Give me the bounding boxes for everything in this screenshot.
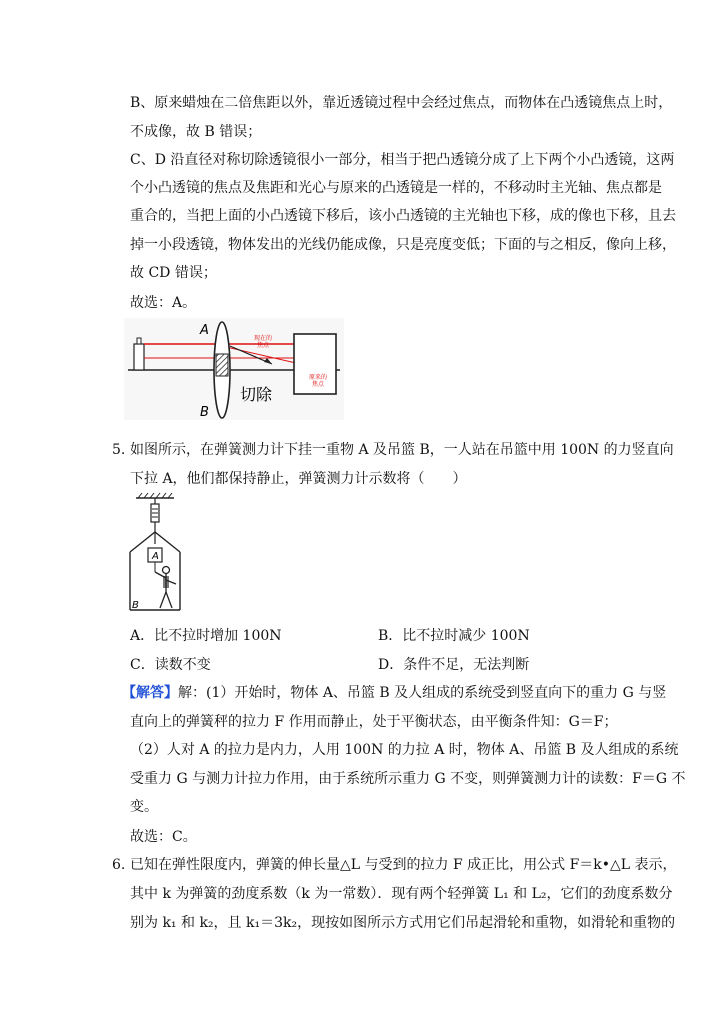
lens-label-current-focus-2: 焦点 [257, 342, 270, 349]
solution-cd-line-5: 故 CD 错误； [130, 265, 217, 281]
solution-b-line-1: B、原来蜡烛在二倍焦距以外，靠近透镜过程中会经过焦点，而物体在凸透镜焦点上时， [130, 95, 673, 111]
q5-solution-line-2: 直向上的弹簧秤的拉力 F 作用而静止，处于平衡状态，由平衡条件知：G＝F； [130, 714, 618, 730]
cut-section [216, 354, 228, 376]
q6-line-2: 其中 k 为弹簧的劲度系数（k 为一常数）．现有两个轻弹簧 L₁ 和 L₂，它们的劲度系数分 [130, 886, 673, 902]
solution-b-line-2: 不成像，故 B 错误； [130, 124, 262, 140]
solution-cd-line-4: 掉一小段透镜，物体发出的光线仍能成像，只是亮度变低；下面的与之相反，像向上移， [130, 237, 676, 253]
solution-answer: 故选：A。 [130, 295, 197, 311]
candle [134, 344, 144, 370]
lens-label-original-focus-1: 原来的 [309, 374, 328, 381]
spring-basket-figure [126, 492, 196, 614]
figure-label-b: B [132, 600, 139, 611]
lens-label-b: B [200, 405, 209, 420]
q6-line-3: 别为 k₁ 和 k₂，且 k₁＝3k₂，现按如图所示方式用它们吊起滑轮和重物，如滑轮和重物的 [130, 915, 676, 931]
q5-solution-line-3: （2）人对 A 的拉力是内力，人用 100N 的力拉 A 时，物体 A、吊篮 B 及人组成的系统 [130, 742, 679, 758]
q5-stem-line-2: 下拉 A，他们都保持静止，弹簧测力计示数将（ ） [130, 471, 467, 487]
q5-option-a: A．比不拉时增加 100N [130, 628, 282, 644]
lens-label-current-focus-1: 现在的 [254, 335, 273, 342]
lens-cut-figure [124, 318, 344, 420]
q5-option-c: C．读数不变 [130, 657, 211, 673]
q5-stem-line-1: 如图所示，在弹簧测力计下挂一重物 A 及吊篮 B，一人站在吊篮中用 100N 的力竖直向 [130, 442, 674, 458]
solution-cd-line-1: C、D 沿直径对称切除透镜很小一部分，相当于把凸透镜分成了上下两个小凸透镜，这两 [130, 152, 675, 168]
figure-label-a: A [152, 551, 159, 562]
q5-option-d: D．条件不足，无法判断 [378, 657, 530, 673]
q5-solution-line-1 [122, 684, 666, 702]
lens-label-original-focus-2: 焦点 [312, 381, 325, 388]
q5-solution-tag: 【解答】 [122, 685, 178, 701]
q6-line-1: 已知在弹性限度内，弹簧的伸长量△L 与受到的拉力 F 成正比，用公式 F＝k•△L 表示， [130, 857, 677, 873]
q5-solution-line-4: 受重力 G 与测力计拉力作用，由于系统所示重力 G 不变，则弹簧测力计的读数：F＝G 不 [130, 771, 686, 787]
q5-option-b: B．比不拉时减少 100N [378, 628, 530, 644]
candle-flame [137, 338, 141, 344]
solution-cd-line-2: 个小凸透镜的焦点及焦距和光心与原来的凸透镜是一样的，不移动时主光轴、焦点都是 [130, 180, 662, 196]
q6-number: 6. [112, 857, 126, 873]
solution-cd-line-3: 重合的，当把上面的小凸透镜下移后，该小凸透镜的主光轴也下移，成的像也下移，且去 [130, 208, 676, 224]
lens-label-cut: 切除 [240, 385, 273, 404]
q5-answer: 故选：C。 [130, 829, 197, 845]
q5-solution-line-5: 变。 [130, 799, 158, 815]
q5-number: 5. [112, 442, 126, 458]
q5-solution-line-1-text: 解：(1）开始时，物体 A、吊篮 B 及人组成的系统受到竖直向下的重力 G 与竖 [178, 685, 667, 701]
lens-label-a: A [200, 323, 209, 338]
